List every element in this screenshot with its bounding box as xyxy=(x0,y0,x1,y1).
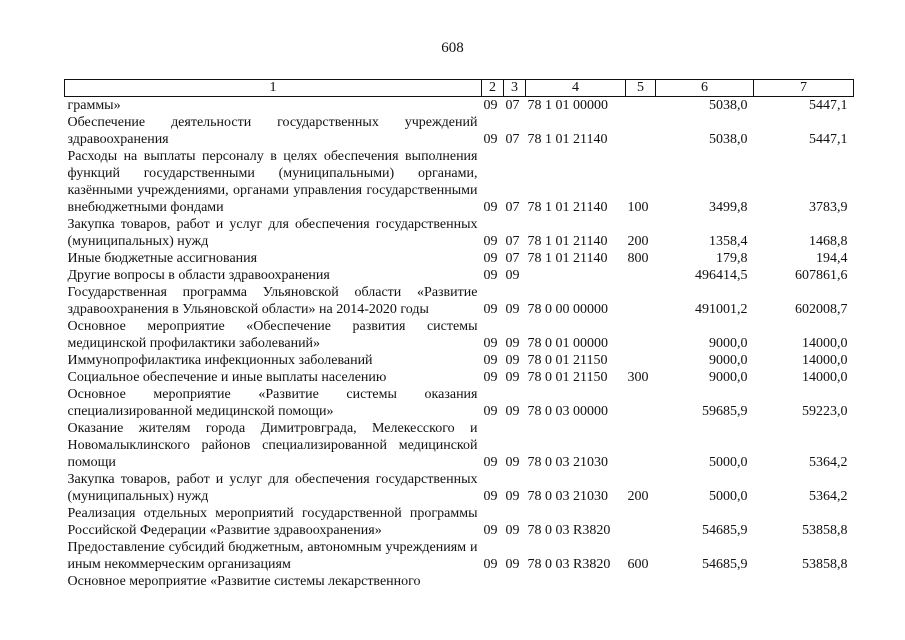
row-target-code: 78 0 03 00000 xyxy=(527,404,608,419)
row-amount-col7: 5447,1 xyxy=(809,98,848,113)
table-row xyxy=(65,148,854,216)
row-subsection: 09 xyxy=(505,489,520,504)
row-expense-type xyxy=(626,573,656,590)
row-name: Другие вопросы в области здравоохранения xyxy=(67,268,330,283)
row-name: Обеспечение деятельности государственных учреждений здравоохранения xyxy=(67,115,478,147)
row-subsection: 09 xyxy=(505,353,520,368)
row-amount-col6: 1358,4 xyxy=(709,234,748,249)
row-section xyxy=(482,573,504,590)
row-amount-col7: 3783,9 xyxy=(809,200,848,215)
row-target-code: 78 1 01 21140 xyxy=(527,234,608,249)
table-row xyxy=(65,97,854,115)
row-subsection: 07 xyxy=(505,98,520,113)
row-section: 09 xyxy=(483,200,498,215)
table-row xyxy=(65,114,854,148)
row-section: 09 xyxy=(483,302,498,317)
row-section: 09 xyxy=(483,132,498,147)
row-expense-type xyxy=(626,114,656,148)
row-amount-col6: 5038,0 xyxy=(709,132,748,147)
row-expense-type: 200 xyxy=(627,489,649,504)
table-row xyxy=(65,420,854,471)
row-name: Государственная программа Ульяновской области «Развитие здравоохранения в Ульяновской области» на 2014-2020 годы xyxy=(67,285,478,317)
row-subsection: 07 xyxy=(505,251,520,266)
table-row xyxy=(65,539,854,573)
row-subsection xyxy=(504,573,526,590)
row-expense-type xyxy=(626,97,656,115)
row-name: Оказание жителям города Димитровграда, Мелекесского и Новомалыклинского районов специализированной медицинской помощи xyxy=(67,421,478,470)
row-amount-col7: 1468,8 xyxy=(809,234,848,249)
page-number: 608 xyxy=(441,40,464,56)
row-name: Расходы на выплаты персоналу в целях обеспечения выполнения функций государственными (муниципальными) органами, казёнными учреждениями, органами управления государственными внебюджетными фондами xyxy=(67,149,478,215)
row-name: Основное мероприятие «Обеспечение развития системы медицинской профилактики заболеваний» xyxy=(67,319,478,351)
row-section: 09 xyxy=(483,336,498,351)
row-subsection: 09 xyxy=(505,370,520,385)
row-section: 09 xyxy=(483,489,498,504)
row-subsection: 09 xyxy=(505,557,520,572)
row-amount-col6: 491001,2 xyxy=(695,302,748,317)
row-amount-col7: 5364,2 xyxy=(809,489,848,504)
row-target-code: 78 0 00 00000 xyxy=(527,302,608,317)
row-subsection: 09 xyxy=(505,268,520,283)
row-expense-type: 200 xyxy=(627,234,649,249)
row-section: 09 xyxy=(483,370,498,385)
row-amount-col6: 3499,8 xyxy=(709,200,748,215)
row-target-code: 78 0 01 00000 xyxy=(527,336,608,351)
row-amount-col7: 194,4 xyxy=(816,251,848,266)
column-header-4: 4 xyxy=(526,80,626,97)
row-section: 09 xyxy=(483,251,498,266)
row-expense-type xyxy=(626,505,656,539)
row-target-code: 78 0 03 21030 xyxy=(527,455,608,470)
row-name: Закупка товаров, работ и услуг для обеспечения государственных (муниципальных) нужд xyxy=(67,217,478,249)
row-name: Иные бюджетные ассигнования xyxy=(67,251,258,266)
row-target-code: 78 1 01 21140 xyxy=(527,200,608,215)
row-name: Основное мероприятие «Развитие системы оказания специализированной медицинской помощи» xyxy=(67,387,478,419)
row-amount-col6: 54685,9 xyxy=(702,557,748,572)
row-subsection: 07 xyxy=(505,234,520,249)
row-target-code: 78 0 01 21150 xyxy=(527,370,608,385)
row-subsection: 09 xyxy=(505,302,520,317)
row-amount-col7: 607861,6 xyxy=(795,268,848,283)
table-row xyxy=(65,573,854,590)
row-name: Социальное обеспечение и иные выплаты населению xyxy=(67,370,387,385)
table-row xyxy=(65,284,854,318)
row-subsection: 07 xyxy=(505,200,520,215)
row-subsection: 09 xyxy=(505,336,520,351)
column-header-3: 3 xyxy=(504,80,526,97)
row-expense-type: 800 xyxy=(627,251,649,266)
row-amount-col7: 5364,2 xyxy=(809,455,848,470)
row-amount-col7: 14000,0 xyxy=(802,370,848,385)
column-header-6: 6 xyxy=(656,80,754,97)
row-subsection: 09 xyxy=(505,404,520,419)
row-amount-col6: 496414,5 xyxy=(695,268,748,283)
row-name: граммы» xyxy=(67,98,121,113)
row-amount-col7: 602008,7 xyxy=(795,302,848,317)
table-row xyxy=(65,267,854,284)
row-expense-type xyxy=(626,318,656,352)
row-amount-col6 xyxy=(656,573,754,590)
table-row xyxy=(65,318,854,352)
row-name: Иммунопрофилактика инфекционных заболеваний xyxy=(67,353,373,368)
row-expense-type: 100 xyxy=(627,200,649,215)
row-target-code: 78 1 01 21140 xyxy=(527,132,608,147)
row-subsection: 07 xyxy=(505,132,520,147)
column-header-5: 5 xyxy=(626,80,656,97)
column-header-1: 1 xyxy=(65,80,482,97)
row-target-code: 78 0 03 R3820 xyxy=(527,523,611,538)
row-target-code: 78 0 03 21030 xyxy=(527,489,608,504)
row-section: 09 xyxy=(483,234,498,249)
row-section: 09 xyxy=(483,404,498,419)
row-expense-type xyxy=(626,352,656,369)
row-section: 09 xyxy=(483,557,498,572)
row-amount-col7: 14000,0 xyxy=(802,353,848,368)
table-body xyxy=(65,97,854,591)
row-amount-col7 xyxy=(754,573,854,590)
row-expense-type: 300 xyxy=(627,370,649,385)
header-row xyxy=(65,80,854,97)
row-expense-type xyxy=(626,284,656,318)
row-amount-col6: 5000,0 xyxy=(709,455,748,470)
row-amount-col7: 53858,8 xyxy=(802,523,848,538)
row-target-code: 78 1 01 21140 xyxy=(527,251,608,266)
row-target-code xyxy=(526,267,626,284)
table-row xyxy=(65,369,854,386)
row-name: Закупка товаров, работ и услуг для обеспечения государственных (муниципальных) нужд xyxy=(67,472,478,504)
row-target-code: 78 1 01 00000 xyxy=(527,98,608,113)
row-section: 09 xyxy=(483,523,498,538)
row-amount-col6: 5000,0 xyxy=(709,489,748,504)
row-amount-col7: 53858,8 xyxy=(802,557,848,572)
row-name: Основное мероприятие «Развитие системы лекарственного xyxy=(67,574,421,589)
row-amount-col6: 9000,0 xyxy=(709,353,748,368)
row-amount-col7: 59223,0 xyxy=(802,404,848,419)
row-section: 09 xyxy=(483,353,498,368)
row-section: 09 xyxy=(483,98,498,113)
table-row xyxy=(65,471,854,505)
row-amount-col6: 59685,9 xyxy=(702,404,748,419)
row-amount-col7: 5447,1 xyxy=(809,132,848,147)
row-expense-type: 600 xyxy=(627,557,649,572)
row-amount-col6: 9000,0 xyxy=(709,336,748,351)
row-amount-col6: 179,8 xyxy=(716,251,748,266)
row-expense-type xyxy=(626,420,656,471)
row-amount-col6: 54685,9 xyxy=(702,523,748,538)
row-expense-type xyxy=(626,386,656,420)
budget-table xyxy=(64,79,854,590)
table-row xyxy=(65,216,854,250)
column-header-2: 2 xyxy=(482,80,504,97)
row-subsection: 09 xyxy=(505,523,520,538)
row-amount-col7: 14000,0 xyxy=(802,336,848,351)
row-section: 09 xyxy=(483,455,498,470)
budget-table-container xyxy=(64,79,853,590)
row-name: Реализация отдельных мероприятий государственной программы Российской Федерации «Развитие здравоохранения» xyxy=(67,506,478,538)
row-target-code xyxy=(526,573,626,590)
row-target-code: 78 0 03 R3820 xyxy=(527,557,611,572)
table-row xyxy=(65,250,854,267)
table-row xyxy=(65,505,854,539)
row-amount-col6: 5038,0 xyxy=(709,98,748,113)
table-row xyxy=(65,386,854,420)
column-header-7: 7 xyxy=(754,80,854,97)
row-expense-type xyxy=(626,267,656,284)
row-amount-col6: 9000,0 xyxy=(709,370,748,385)
row-target-code: 78 0 01 21150 xyxy=(527,353,608,368)
row-name: Предоставление субсидий бюджетным, автономным учреждениям и иным некоммерческим организациям xyxy=(67,540,478,572)
row-section: 09 xyxy=(483,268,498,283)
row-subsection: 09 xyxy=(505,455,520,470)
table-row xyxy=(65,352,854,369)
